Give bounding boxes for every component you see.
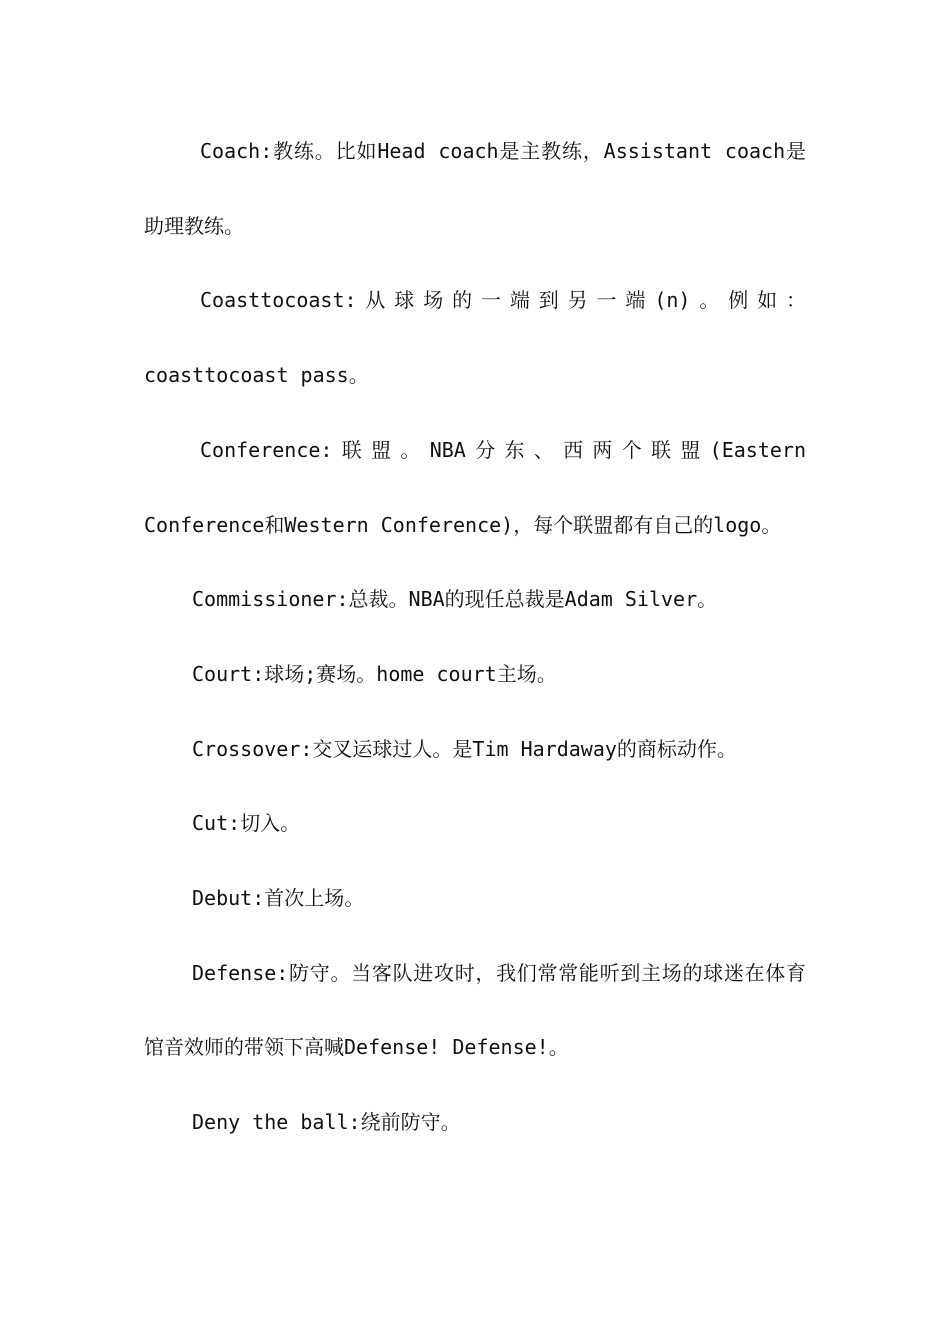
paragraph-defense: Defense:防守。当客队进攻时，我们常常能听到主场的球迷在体育馆音效师的带领下高喊Defense! Defense!。	[144, 960, 806, 1060]
paragraph-conference: Conference:联盟。NBA分东、西两个联盟(Eastern Conference和Western Conference)，每个联盟都有自己的logo。	[144, 437, 806, 537]
paragraph-deny-the-ball: Deny the ball:绕前防守。	[192, 1110, 461, 1135]
paragraph-debut: Debut:首次上场。	[192, 886, 365, 911]
paragraph-coasttocoast: Coasttocoast:从球场的一端到另一端(n)。例如：coasttocoast pass。	[144, 288, 806, 388]
paragraph-coach: Coach:教练。比如Head coach是主教练，Assistant coach是助理教练。	[144, 139, 806, 238]
paragraph-cut: Cut:切入。	[192, 811, 301, 836]
paragraph-commissioner: Commissioner:总裁。NBA的现任总裁是Adam Silver。	[192, 587, 718, 612]
paragraph-court: Court:球场;赛场。home court主场。	[192, 661, 557, 686]
document-body	[144, 114, 806, 1160]
paragraph-crossover: Crossover:交叉运球过人。是Tim Hardaway的商标动作。	[192, 736, 737, 761]
